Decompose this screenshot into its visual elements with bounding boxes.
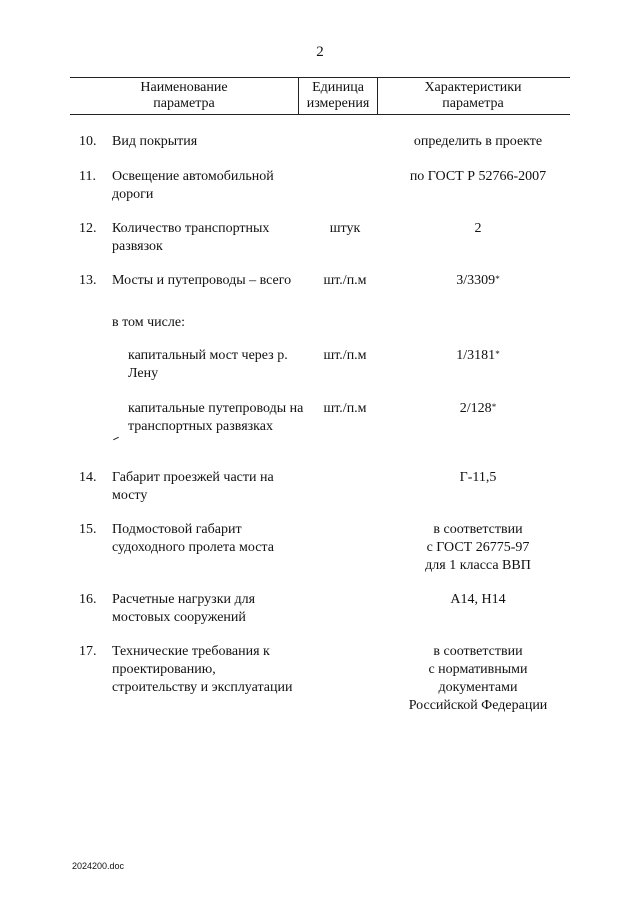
- row-characteristic: 3/3309*: [456, 273, 500, 288]
- row-characteristic: в соответствии с ГОСТ 26775-97 для 1 класса ВВП: [425, 522, 531, 573]
- row-unit: шт./п.м: [323, 348, 367, 363]
- footnote-mark: *: [491, 402, 497, 412]
- row-name: Количество транспортных развязок: [112, 221, 270, 254]
- row-name: Подмостовой габарит судоходного пролета моста: [112, 522, 274, 555]
- footer-filename: 2024200.doc: [72, 861, 125, 871]
- row-number: 11.: [79, 169, 96, 184]
- row-unit: шт./п.м: [323, 273, 367, 288]
- row-name: Расчетные нагрузки для мостовых сооружений: [112, 592, 256, 625]
- row-name: Мосты и путепроводы – всего: [112, 273, 292, 288]
- header-name: Наименование параметра: [140, 80, 228, 111]
- row-name: капитальный мост через р. Лену: [128, 348, 288, 381]
- row-name: капитальные путепроводы на транспортных развязках: [128, 401, 304, 434]
- row-characteristic: в соответствии с нормативными документами Российской Федерации: [408, 644, 548, 713]
- row-unit: шт./п.м: [323, 401, 367, 416]
- row-number: 10.: [79, 134, 97, 149]
- row-unit: штук: [329, 221, 361, 236]
- row-number: 13.: [79, 273, 97, 288]
- row-name: Освещение автомобильной дороги: [112, 169, 274, 202]
- row-name: Технические требования к проектированию, строительству и эксплуатации: [112, 644, 293, 695]
- footnote-mark: *: [495, 274, 500, 284]
- table-header: [70, 77, 570, 115]
- pen-tick-mark: [113, 437, 119, 440]
- row-characteristic: Г-11,5: [459, 470, 497, 485]
- row-characteristic: 1/3181*: [456, 348, 500, 363]
- row-number: 15.: [79, 522, 97, 537]
- footnote-mark: *: [495, 349, 500, 359]
- row-name: Вид покрытия: [112, 134, 198, 149]
- row-characteristic: определить в проекте: [413, 134, 543, 149]
- row-name: Габарит проезжей части на мосту: [112, 470, 274, 503]
- header-characteristic: Характеристики параметра: [424, 80, 522, 111]
- row-characteristic: 2: [474, 221, 482, 236]
- row-characteristic: 2/128*: [459, 401, 497, 416]
- row-number: 14.: [79, 470, 97, 485]
- row-number: 16.: [79, 592, 97, 607]
- row-characteristic: А14, Н14: [450, 592, 506, 607]
- row-characteristic: по ГОСТ Р 52766-2007: [409, 169, 547, 184]
- row-number: 12.: [79, 221, 97, 236]
- row-number: 17.: [79, 644, 97, 659]
- page-number: 2: [316, 44, 324, 60]
- header-unit: Единица измерения: [298, 78, 378, 114]
- row-name: в том числе:: [112, 315, 185, 330]
